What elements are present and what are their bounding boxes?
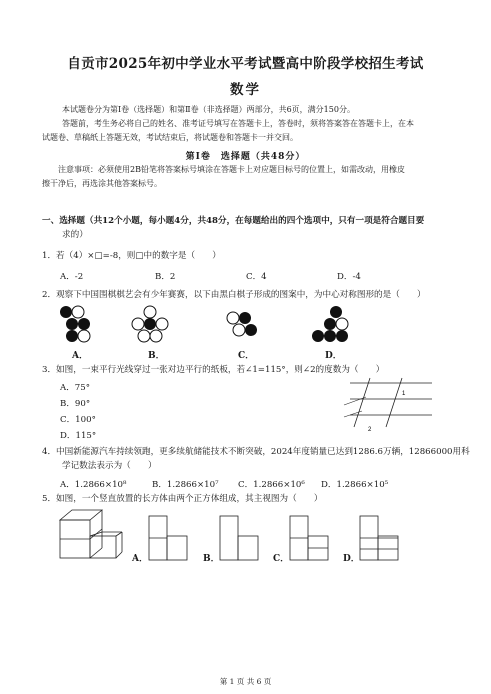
q2-stem: 2．观察下中国围棋棋艺会有少年赛赛，以下由黑白棋子形成的图案中，为中心对称图形的是（ ） <box>42 290 426 300</box>
q2-pattern-c <box>225 304 265 346</box>
intro-line-2: 答题前，考生务必将自己的姓名、准考证号填写在答题卡上，答卷时，须将答案答在答题卡上，在本 <box>62 119 414 128</box>
intro-line-3: 试题卷、草稿纸上答题无效，考试结束后，将试题卷和答题卡一并交回。 <box>42 133 298 142</box>
q4-option-d: D．1.2866×10⁵ <box>321 480 389 490</box>
q3-option-b: B．90° <box>60 399 91 409</box>
q2-pattern-d <box>310 304 354 346</box>
exam-subject: 数学 <box>230 82 261 98</box>
q4-option-b: B．1.2866×10⁷ <box>152 480 219 490</box>
q5-label-d: D． <box>343 554 360 564</box>
q2-label-a: A． <box>72 351 88 361</box>
q5-label-b: B． <box>203 554 220 564</box>
q5-solid-figure <box>54 506 126 562</box>
q3-option-c: C．100° <box>60 415 96 425</box>
q5-view-d <box>358 514 402 564</box>
q2-label-c: C． <box>238 351 255 361</box>
page-footer: 第 1 页 共 6 页 <box>219 677 272 686</box>
intro-line-1: 本试题卷分为第Ⅰ卷（选择题）和第Ⅱ卷（非选择题）两部分，共6页，满分150分。 <box>62 105 355 114</box>
q2-label-d: D． <box>325 351 342 361</box>
q4-stem-line-2: 学记数法表示为（ ） <box>62 461 157 471</box>
q4-option-a: A．1.2866×10⁸ <box>60 480 127 490</box>
q5-view-a <box>147 514 191 564</box>
q1-option-a: A．-2 <box>60 272 84 282</box>
q2-pattern-b <box>130 304 170 346</box>
q3-angle-2-label: 2 <box>368 427 372 433</box>
q1-stem: 1．若（4）×□=-8，则□中的数字是（ ） <box>42 251 221 261</box>
part1-title: 第Ⅰ卷 选择题（共48分） <box>185 152 306 162</box>
section1-header-2: 求的） <box>62 230 88 240</box>
q3-option-d: D．115° <box>60 431 97 441</box>
q3-stem: 3．如图，一束平行光线穿过一张对边平行的纸板，若∠1=115°，则∠2的度数为（ ） <box>42 365 385 375</box>
q4-option-c: C．1.2866×10⁶ <box>238 480 305 490</box>
q2-pattern-a <box>58 304 98 346</box>
q5-view-b <box>218 514 262 564</box>
q3-option-a: A．75° <box>60 383 91 393</box>
notes-line-2: 擦干净后，再选涂其他答案标号。 <box>42 179 162 188</box>
q3-angle-1-label: 1 <box>402 391 406 397</box>
q2-label-b: B． <box>148 351 165 361</box>
q5-view-c <box>288 514 332 564</box>
q5-label-c: C． <box>273 554 290 564</box>
exam-title: 自贡市2025年初中学业水平考试暨高中阶段学校招生考试 <box>67 56 424 72</box>
q1-option-d: D．-4 <box>337 272 361 282</box>
q1-option-b: B．2 <box>155 272 176 282</box>
q4-stem-line-1: 4．中国新能源汽车持续领跑，更多续航储能技术不断突破，2024年度销量已达到1286.6万辆，12866000用科 <box>42 447 470 457</box>
q5-stem: 5．如图，一个竖直放置的长方体由两个正方体组成，其主视图为（ ） <box>42 494 323 504</box>
q3-parallel-light-figure <box>340 375 440 435</box>
q5-label-a: A． <box>132 554 148 564</box>
notes-line-1: 注意事项：必须使用2B铅笔将答案标号填涂在答题卡上对应题目标号的位置上，如需改动，用橡皮 <box>58 165 405 174</box>
q1-option-c: C．4 <box>246 272 267 282</box>
section1-header-1: 一、选择题（共12个小题，每小题4分，共48分，在每题给出的四个选项中，只有一项是符合题目要 <box>42 216 425 226</box>
